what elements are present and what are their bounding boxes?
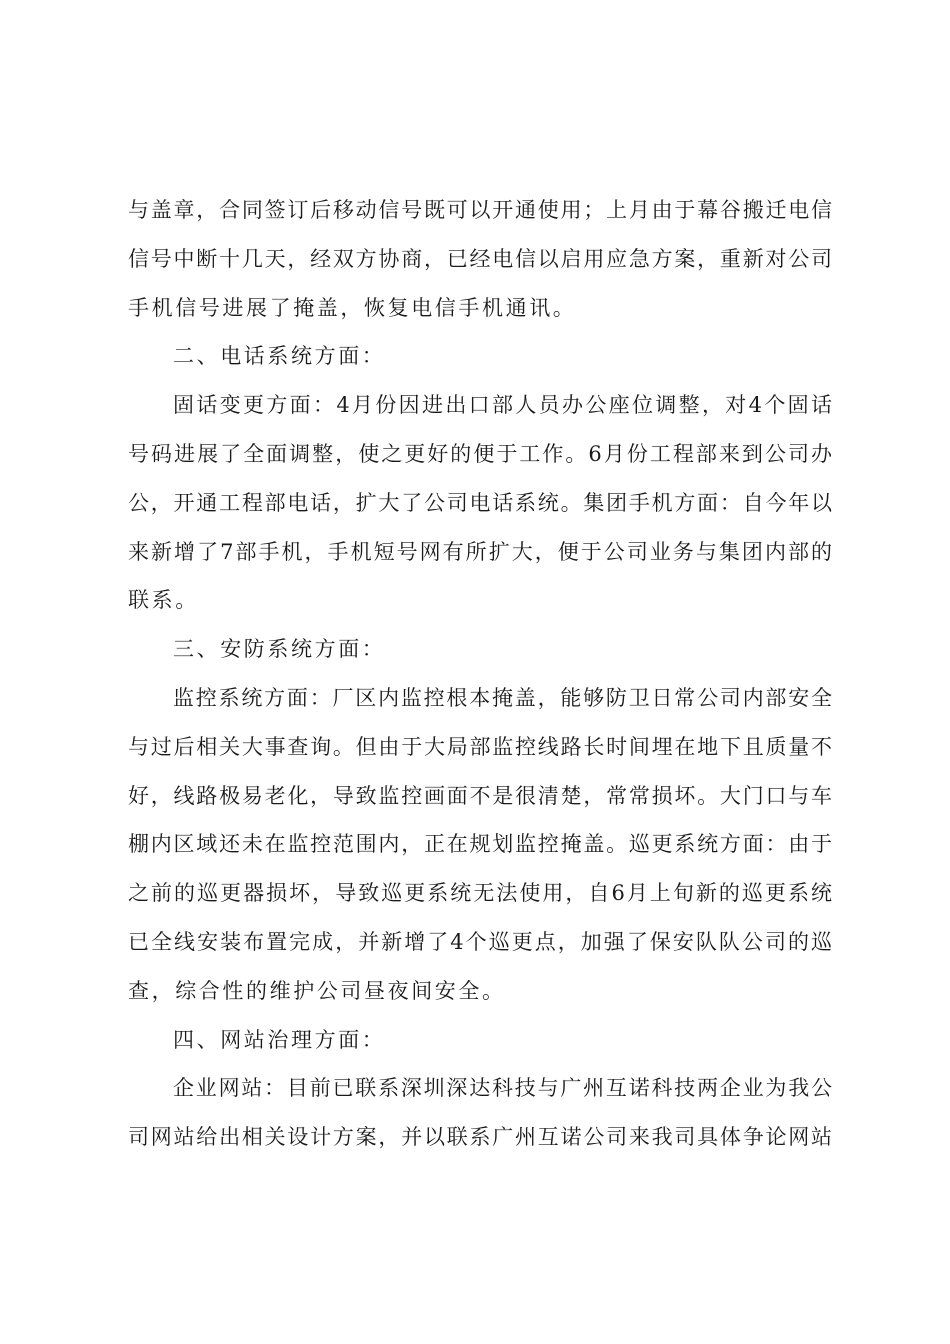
document-body <box>128 186 832 1162</box>
paragraph-line: 信号中断十几天，经双方协商，已经电信以启用应急方案，重新对公司 <box>128 246 832 271</box>
paragraph-line: 联系。 <box>128 588 199 613</box>
paragraph-line: 与过后相关大事查询。但由于大局部监控线路长时间埋在地下且质量不 <box>128 734 832 759</box>
section-heading-website-management: 四、网站治理方面： <box>173 1027 386 1052</box>
paragraph-line: 好，线路极易老化，导致监控画面不是很清楚，常常损坏。大门口与车 <box>128 783 832 808</box>
paragraph-line: 司网站给出相关设计方案，并以联系广州互诺公司来我司具体争论网站 <box>128 1125 832 1150</box>
section-heading-phone-system: 二、电话系统方面： <box>173 344 386 369</box>
paragraph-line: 手机信号进展了掩盖，恢复电信手机通讯。 <box>128 295 577 320</box>
paragraph-line: 之前的巡更器损坏，导致巡更系统无法使用，自6月上旬新的巡更系统 <box>128 881 832 906</box>
paragraph-line: 监控系统方面：厂区内监控根本掩盖，能够防卫日常公司内部安全 <box>173 685 832 710</box>
paragraph-line: 固话变更方面：4月份因进出口部人员办公座位调整，对4个固话 <box>173 393 832 418</box>
paragraph-line: 已全线安装布置完成，并新增了4个巡更点，加强了保安队队公司的巡 <box>128 929 832 954</box>
paragraph-line: 查，综合性的维护公司昼夜间安全。 <box>128 978 506 1003</box>
paragraph-line: 号码进展了全面调整，使之更好的便于工作。6月份工程部来到公司办 <box>128 441 832 466</box>
paragraph-line: 公，开通工程部电话，扩大了公司电话系统。集团手机方面：自今年以 <box>128 490 832 515</box>
section-heading-security-system: 三、安防系统方面： <box>173 637 386 662</box>
paragraph-line: 与盖章，合同签订后移动信号既可以开通使用；上月由于幕谷搬迁电信 <box>128 198 832 222</box>
paragraph-line: 企业网站：目前已联系深圳深达科技与广州互诺科技两企业为我公 <box>173 1076 832 1101</box>
paragraph-line: 棚内区域还未在监控范围内，正在规划监控掩盖。巡更系统方面：由于 <box>128 832 832 857</box>
paragraph-line: 来新增了7部手机，手机短号网有所扩大，便于公司业务与集团内部的 <box>128 539 832 564</box>
